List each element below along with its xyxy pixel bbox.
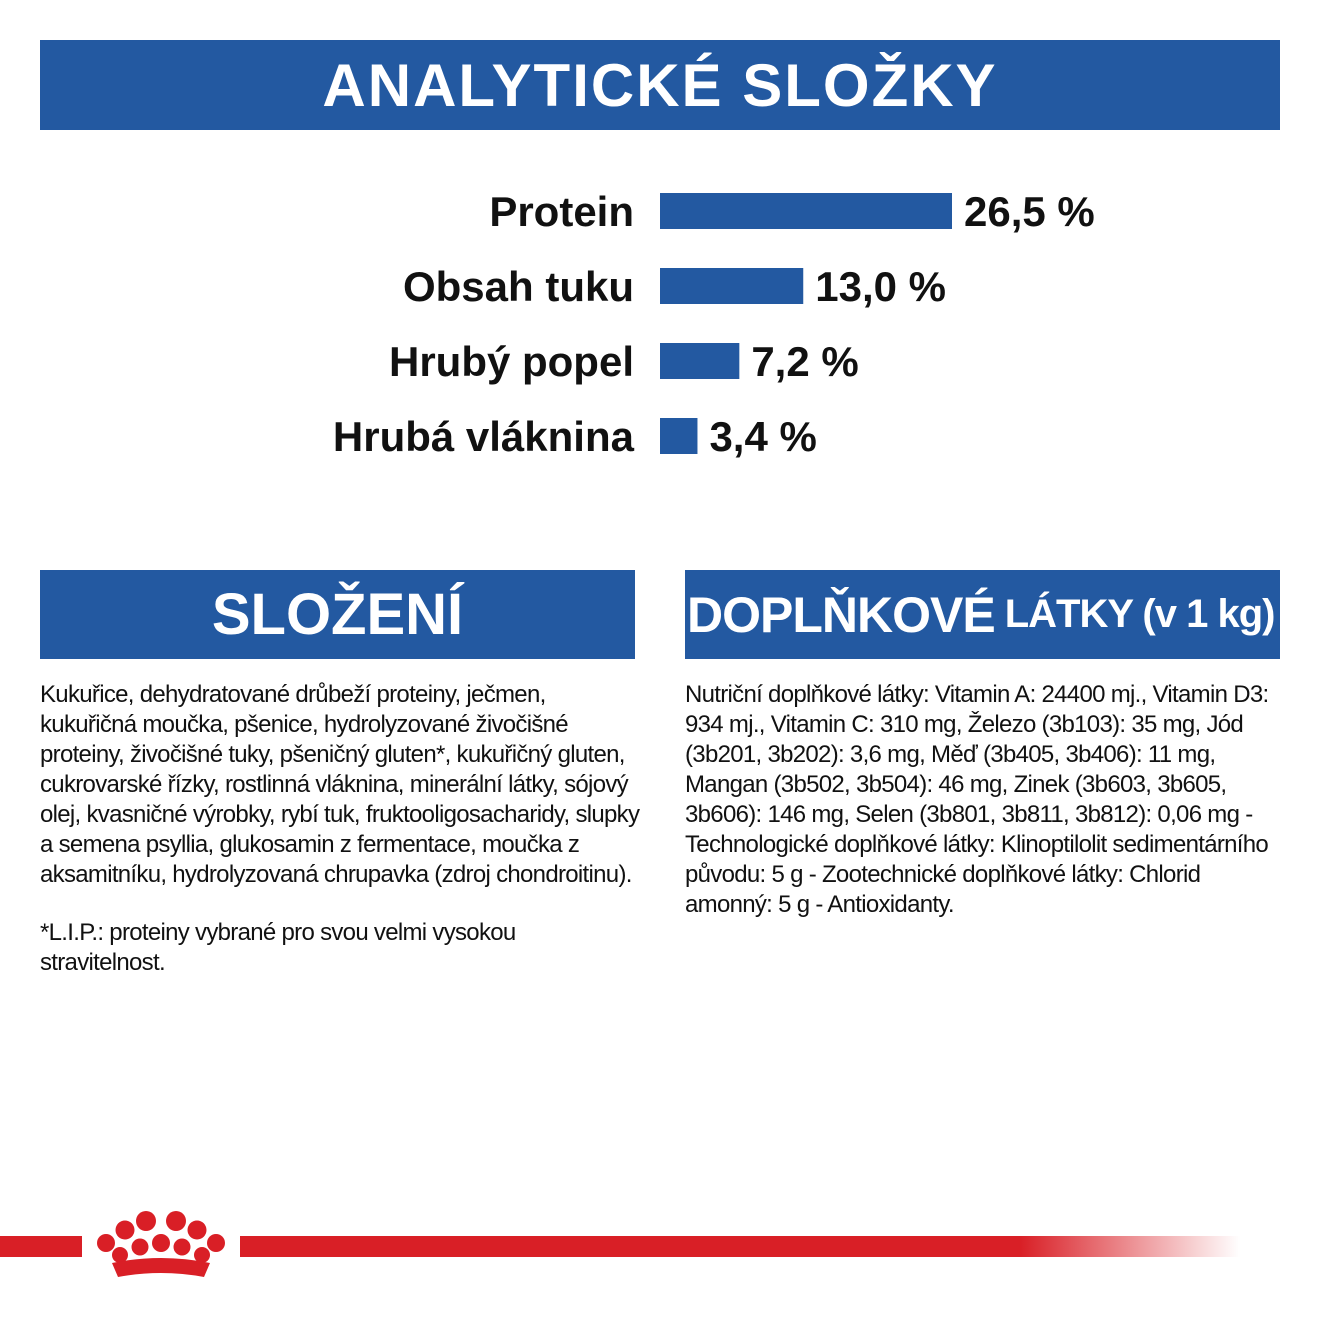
composition-paragraph: Kukuřice, dehydratované drůbeží proteiny, ječmen, kukuřičná moučka, pšenice, hydrolyzované živočišné proteiny, živočišné tuky, pšeničný gluten*, kukuřičný gluten, cukrovarské řízky, rostlinná vláknina, minerální látky, sójový olej, kvasničné výrobky, rybí tuk, fruktooligosacharidy, slupky a semena psyllia, glukosamin z fermentace, moučka z aksamitníku, hydrolyzovaná chrupavka (zdroj chondroitinu). — [40, 681, 640, 888]
additives-title-rest: LÁTKY (v 1 kg) — [1004, 592, 1275, 636]
category-label: Protein — [489, 188, 634, 235]
royal-canin-crown-icon — [92, 1205, 230, 1285]
value-label: 13,0 % — [815, 263, 947, 310]
additives-title-main: DOPLŇKOVÉ — [687, 586, 995, 643]
additives-banner — [685, 570, 1280, 659]
bar — [660, 343, 739, 379]
analytics-title: ANALYTICKÉ SLOŽKY — [322, 51, 998, 119]
value-label: 7,2 % — [751, 338, 859, 385]
footer-stripe-left — [0, 1236, 82, 1257]
category-label: Hrubý popel — [388, 338, 634, 385]
bar — [660, 418, 697, 454]
category-label: Hrubá vláknina — [332, 413, 634, 460]
bar — [660, 193, 952, 229]
composition-note: *L.I.P.: proteiny vybrané pro svou velmi vysokou stravitelnost. — [40, 919, 516, 976]
composition-text — [40, 680, 640, 890]
bar — [660, 268, 803, 304]
additives-paragraph: Nutriční doplňkové látky: Vitamin A: 24400 mj., Vitamin D3: 934 mj., Vitamin C: 310 mg, Železo (3b103): 35 mg, Jód (3b201, 3b202): 3,6 mg, Měď (3b405, 3b406): 11 mg, Mangan (3b502, 3b504): 46 mg, Zinek (3b603, 3b605, 3b606): 146 mg, Selen (3b801, 3b811, 3b812): 0,06 mg - Technologické doplňkové látky: Klinoptilolit sedimentárního původu: 5 g - Zootechnické doplňkové látky: Chlorid amonný: 5 g - Antioxidanty. — [685, 681, 1269, 918]
category-label: Obsah tuku — [402, 263, 634, 310]
analytics-bar-chart — [0, 0, 1320, 560]
footer-stripe-right — [240, 1236, 1240, 1257]
value-label: 26,5 % — [964, 188, 1095, 235]
composition-banner — [40, 570, 635, 659]
composition-note-block — [40, 918, 640, 978]
composition-title: SLOŽENÍ — [211, 582, 464, 647]
additives-text — [685, 680, 1285, 920]
value-label: 3,4 % — [709, 413, 817, 460]
